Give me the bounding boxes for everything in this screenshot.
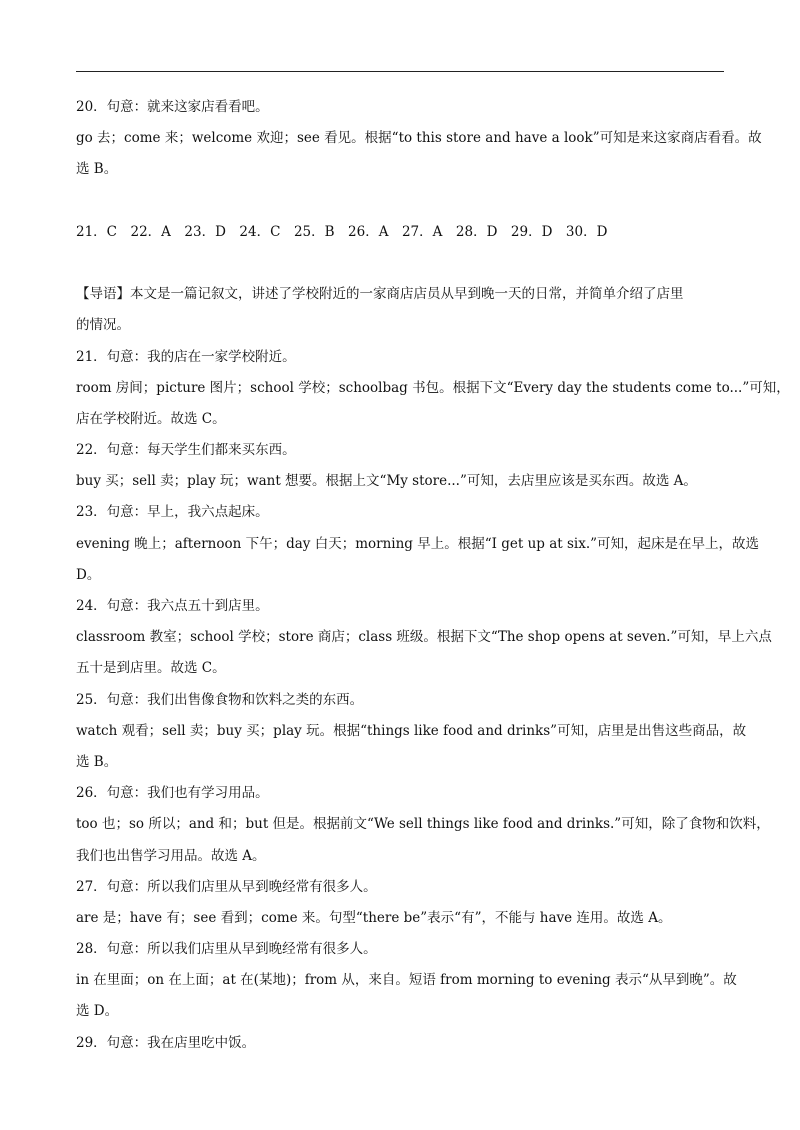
paragraph [76,591,726,622]
paragraph [76,934,726,965]
text-line: 26．句意：我们也有学习用品。 [76,785,269,802]
paragraph [76,1028,726,1059]
paragraph [76,279,726,341]
text-line: 【导语】本文是一篇记叙文，讲述了学校附近的一家商店店员从早到晚一天的日常，并简单介绍了店里 [76,286,684,303]
text-line: 20．句意：就来这家店看看吧。 [76,99,269,115]
text-line: classroom 教室；school 学校；store 商店；class 班级。根据下文“The shop opens at seven.”可知，早上六点 [76,629,772,646]
paragraph [76,716,747,778]
text-line: 23．句意：早上，我六点起床。 [76,504,269,521]
paragraph [76,373,790,435]
text-line: are 是；have 有；see 看到；come 来。句型“there be”表示“有”，不能与 have 连用。故选 A。 [76,909,672,926]
text-line: 29．句意：我在店里吃中饭。 [76,1034,256,1051]
paragraph [76,92,726,123]
paragraph [76,497,726,528]
paragraph [76,965,737,1027]
paragraph [76,685,726,716]
paragraph [76,342,726,373]
text-line: 27．句意：所以我们店里从早到晚经常有很多人。 [76,878,377,895]
text-line: evening 晚上；afternoon 下午；day 白天；morning 早上。根据“I get up at six.”可知，起床是在早上，故选 [76,535,760,552]
text-line: 21．句意：我的店在一家学校附近。 [76,348,296,365]
paragraph [76,217,726,248]
header-rule [76,71,724,72]
paragraph [76,778,726,809]
paragraph [76,809,770,871]
paragraph [76,529,760,591]
text-line: 28．句意：所以我们店里从早到晚经常有很多人。 [76,941,377,958]
paragraph-gap [76,248,726,279]
text-line: buy 买；sell 卖；play 玩；want 想要。根据上文“My store...”可知，去店里应该是买东西。故选 A。 [76,473,697,490]
text-line: D。 [76,566,101,583]
text-line: go 去；come 来；welcome 欢迎；see 看见。根据“to this store and have a look”可知是来这家商店看看。故 [76,130,762,147]
text-line: 21．C 22．A 23．D 24．C 25．B 26．A 27．A 28．D 29．D 30．D [76,223,608,240]
document-body [76,92,790,1059]
text-line: 选 B。 [76,161,118,178]
paragraph [76,622,772,684]
text-line: 22．句意：每天学生们都来买东西。 [76,442,296,459]
text-line: 五十是到店里。故选 C。 [76,660,226,677]
text-line: 25．句意：我们出售像食物和饮料之类的东西。 [76,691,364,708]
text-line: room 房间；picture 图片；school 学校；schoolbag 书包。根据下文“Every day the students come to...”可知， [76,379,790,396]
text-line: 我们也出售学习用品。故选 A。 [76,847,266,864]
paragraph [76,123,762,185]
text-line: 的情况。 [76,317,130,334]
paragraph [76,435,726,466]
text-line: 选 D。 [76,1003,119,1020]
paragraph [76,872,726,903]
text-line: too 也；so 所以；and 和；but 但是。根据前文“We sell things like food and drinks.”可知，除了食物和饮料， [76,816,770,833]
text-line: 选 B。 [76,753,118,770]
text-line: in 在里面；on 在上面；at 在(某地)；from 从，来自。短语 from morning to evening 表示“从早到晚”。故 [76,972,737,989]
paragraph-gap [76,186,726,217]
text-line: 店在学校附近。故选 C。 [76,410,226,427]
paragraph [76,903,726,934]
text-line: 24．句意：我六点五十到店里。 [76,598,269,614]
paragraph [76,466,726,497]
text-line: watch 观看；sell 卖；buy 买；play 玩。根据“things like food and drinks”可知，店里是出售这些商品，故 [76,722,747,739]
